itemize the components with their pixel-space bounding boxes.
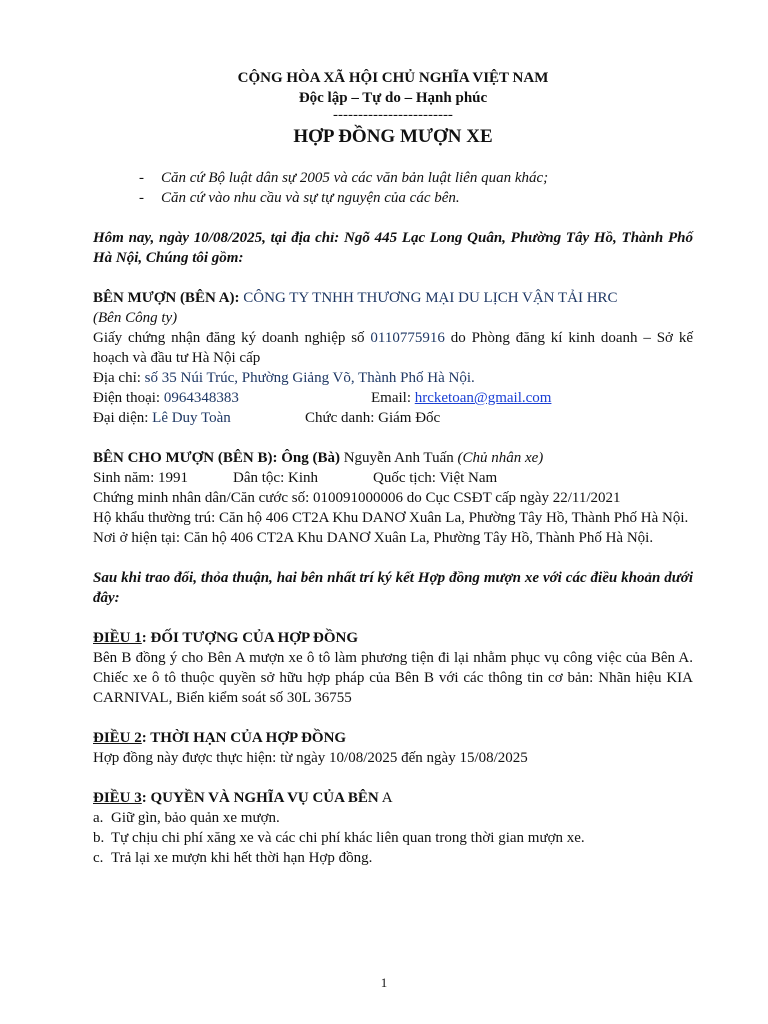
list-item: a. Giữ gìn, bảo quản xe mượn. — [93, 810, 280, 826]
party-b-current-address: Nơi ở hiện tại: Căn hộ 406 CT2A Khu DANƠ Xuân La, Phường Tây Hồ, Thành Phố Hà Nội. — [93, 530, 654, 546]
contract-title: HỢP ĐỒNG MƯỢN XE — [293, 126, 493, 147]
party-b-residence: Hộ khẩu thường trú: Căn hộ 406 CT2A Khu DANƠ Xuân La, Phường Tây Hồ, Thành Phố Hà Nội. — [93, 510, 689, 526]
agreement-paragraph: Sau khi trao đổi, thỏa thuận, hai bên nhất trí ký kết Hợp đồng mượn xe với các điều khoản dưới đây: — [93, 570, 693, 606]
party-a-note: (Bên Công ty) — [93, 310, 178, 326]
motto: Độc lập – Tự do – Hạnh phúc — [298, 90, 488, 106]
article-2-heading: ĐIỀU 2: THỜI HẠN CỦA HỢP ĐỒNG — [93, 730, 347, 746]
party-a-license: Giấy chứng nhận đăng ký doanh nghiệp số 0110775916 do Phòng đăng kí kinh doanh – Sở kế hoạch và đầu tư Hà Nội cấp — [93, 330, 693, 366]
list-item: b. Tự chịu chi phí xăng xe và các chi phí khác liên quan trong thời gian mượn xe. — [93, 830, 585, 846]
party-a-contact: Điện thoại: 0964348383 Email: hrcketoan@gmail.com — [93, 390, 552, 406]
article-1-body: Bên B đồng ý cho Bên A mượn xe ô tô làm phương tiện đi lại nhằm phục vụ công việc của Bên A. Chiếc xe ô tô thuộc quyền sở hữu hợp pháp của Bên B với các thông tin cơ bản: Nhãn hiệu KIA CARNIVAL, Biển kiểm soát số 30L 36755 — [93, 650, 693, 706]
party-b-heading: BÊN CHO MƯỢN (BÊN B): Ông (Bà) Nguyễn Anh Tuấn (Chủ nhân xe) — [93, 450, 544, 466]
nation-heading: CỘNG HÒA XÃ HỘI CHỦ NGHĨA VIỆT NAM — [237, 70, 549, 86]
email-link[interactable]: hrcketoan@gmail.com — [414, 390, 552, 406]
basis-item: - Căn cứ Bộ luật dân sự 2005 và các văn bản luật liên quan khác; — [139, 170, 549, 186]
party-b-id: Chứng minh nhân dân/Căn cước số: 010091000006 do Cục CSĐT cấp ngày 22/11/2021 — [93, 490, 621, 506]
party-a-address: Địa chỉ: số 35 Núi Trúc, Phường Giảng Võ, Thành Phố Hà Nội. — [93, 370, 475, 386]
basis-item: - Căn cứ vào nhu cầu và sự tự nguyện của các bên. — [139, 190, 460, 206]
article-1-heading: ĐIỀU 1: ĐỐI TƯỢNG CỦA HỢP ĐỒNG — [93, 630, 359, 646]
divider: ------------------------ — [333, 107, 453, 123]
article-2-body: Hợp đồng này được thực hiện: từ ngày 10/08/2025 đến ngày 15/08/2025 — [93, 750, 528, 766]
article-3-heading: ĐIỀU 3: QUYỀN VÀ NGHĨA VỤ CỦA BÊN A — [93, 790, 393, 806]
page-number: 1 — [380, 975, 388, 990]
intro-paragraph: Hôm nay, ngày 10/08/2025, tại địa chỉ: Ngõ 445 Lạc Long Quân, Phường Tây Hồ, Thành Phố Hà Nội, Chúng tôi gồm: — [93, 230, 693, 266]
list-item: c. Trả lại xe mượn khi hết thời hạn Hợp đồng. — [93, 850, 373, 866]
party-a-representative: Đại diện: Lê Duy Toàn Chức danh: Giám Đốc — [93, 410, 441, 426]
party-a-heading: BÊN MƯỢN (BÊN A): CÔNG TY TNHH THƯƠNG MẠI DU LỊCH VẬN TẢI HRC — [93, 290, 618, 306]
document-page — [93, 68, 693, 868]
party-a-company: CÔNG TY TNHH THƯƠNG MẠI DU LỊCH VẬN TẢI HRC — [243, 290, 618, 306]
party-b-bio: Sinh năm: 1991 Dân tộc: Kinh Quốc tịch: Việt Nam — [93, 470, 498, 486]
